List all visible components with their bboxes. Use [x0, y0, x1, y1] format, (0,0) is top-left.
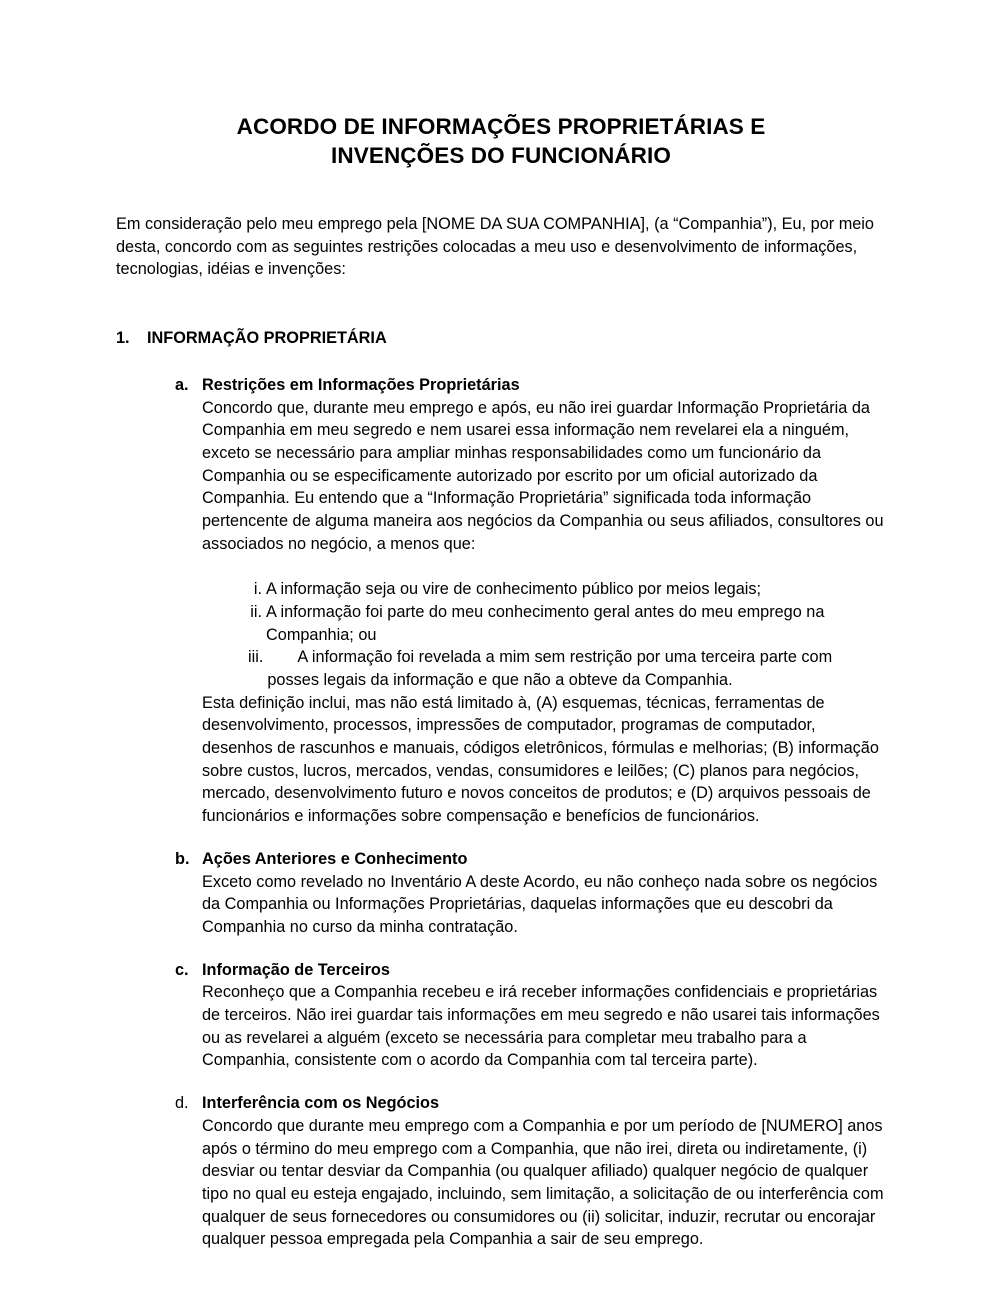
roman-sublist [202, 555, 886, 691]
page-title [116, 0, 886, 170]
document-content [116, 0, 886, 1251]
list-item-b-body [202, 848, 886, 939]
list-item-b [116, 828, 886, 939]
roman-item-i-text: A informação seja ou vire de conhecimento público por meios legais; [266, 580, 762, 599]
title-line-2: INVENÇÕES DO FUNCIONÁRIO [331, 143, 671, 168]
list-item-a-paragraph-1: Concordo que, durante meu emprego e após, eu não irei guardar Informação Proprietária da Companhia em meu segredo e nem usarei essa informação nem revelarei ela a ninguém, exceto se necessário para ampliar minhas responsabilidades como um funcionário da Companhia ou se especificamente autorizado por escrito por um oficial autorizado da Companhia. Eu entendo que a “Informação Proprietária” significada toda informação pertencente de alguma maneira aos negócios da Companhia ou seus afiliados, consultores ou associados no negócio, a menos que: [202, 398, 884, 553]
list-item-a [116, 350, 886, 828]
roman-item-ii [248, 601, 886, 646]
list-item-d-title: Interferência com os Negócios [202, 1094, 440, 1113]
section-1-heading [116, 327, 886, 350]
list-item-d-body [202, 1092, 886, 1251]
section-1-heading-text: INFORMAÇÃO PROPRIETÁRIA [147, 329, 387, 348]
list-item-a-paragraph-2: Esta definição inclui, mas não está limitado à, (A) esquemas, técnicas, ferramentas de desenvolvimento, processos, impressões de computador, programas de computador, desenhos de rascunhos e manuais, códigos eletrônicos, fórmulas e melhorias; (B) informação sobre custos, lucros, mercados, vendas, consumidores e leilões; (C) planos para negócios, mercado, desenvolvimento futuro e novos conceitos de produtos; e (D) arquivos pessoais de funcionários e informações sobre compensação e benefícios de funcionários. [202, 693, 879, 826]
roman-item-i-marker: i. [253, 580, 262, 599]
roman-item-i [248, 578, 886, 601]
list-item-c-body [202, 959, 886, 1073]
list-item-d-paragraph-1: Concordo que durante meu emprego com a Companhia e por um período de [NUMERO] anos após o término do meu emprego com a Companhia, que não irei, direta ou indiretamente, (i) desviar ou tentar desviar da Companhia (ou qualquer afiliado) qualquer negócio de qualquer tipo no qual eu esteja engajado, incluindo, sem limitação, a solicitação de ou interferência com qualquer de seus fornecedores ou consumidores ou (ii) solicitar, induzir, recrutar ou encorajar qualquer pessoa empregada pela Companhia a sair de seu emprego. [202, 1116, 884, 1249]
list-item-b-title: Ações Anteriores e Conhecimento [202, 849, 468, 868]
list-item-b-marker: b. [175, 849, 190, 868]
roman-item-iii-marker: iii. [248, 648, 264, 667]
list-item-d-marker: d. [175, 1094, 189, 1113]
list-item-a-marker: a. [175, 375, 189, 394]
section-1-marker: 1. [116, 329, 130, 348]
list-item-b-paragraph-1: Exceto como revelado no Inventário A deste Acordo, eu não conheço nada sobre os negócios da Companhia ou Informações Proprietárias, daquelas informações que eu descobri da Companhia no curso da minha contratação. [202, 872, 878, 936]
section-1 [116, 281, 886, 1251]
intro-paragraph: Em consideração pelo meu emprego pela [NOME DA SUA COMPANHIA], (a “Companhia”), Eu, por meio desta, concordo com as seguintes restrições colocadas a meu uso e desenvolvimento de informações, tecnologias, idéias e invenções: [116, 215, 874, 279]
roman-item-ii-marker: ii. [250, 602, 262, 621]
list-item-a-body [202, 374, 886, 828]
list-item-c-marker: c. [175, 960, 189, 979]
list-item-a-title: Restrições em Informações Proprietárias [202, 375, 520, 394]
list-item-c-title: Informação de Terceiros [202, 960, 390, 979]
list-item-c-paragraph-1: Reconheço que a Companhia recebeu e irá receber informações confidenciais e proprietárias de terceiros. Não irei guardar tais informações em meu segredo e não usarei tais informações ou as revelarei a alguém (exceto se necessária para completar meu trabalho para a Companhia, consistente com o acordo da Companhia com tal terceira parte). [202, 983, 880, 1070]
roman-item-ii-text: A informação foi parte do meu conhecimento geral antes do meu emprego na Companhia; ou [266, 602, 825, 644]
roman-item-iii-label: A informação foi revelada a mim sem restrição por uma terceira parte com posses legais da informação e que não a obteve da Companhia. [267, 648, 833, 689]
roman-item-iii [248, 646, 886, 691]
roman-item-iii-text [267, 646, 886, 691]
list-item-d [116, 1072, 886, 1251]
list-item-c [116, 939, 886, 1073]
title-line-1: ACORDO DE INFORMAÇÕES PROPRIETÁRIAS E [236, 114, 766, 139]
